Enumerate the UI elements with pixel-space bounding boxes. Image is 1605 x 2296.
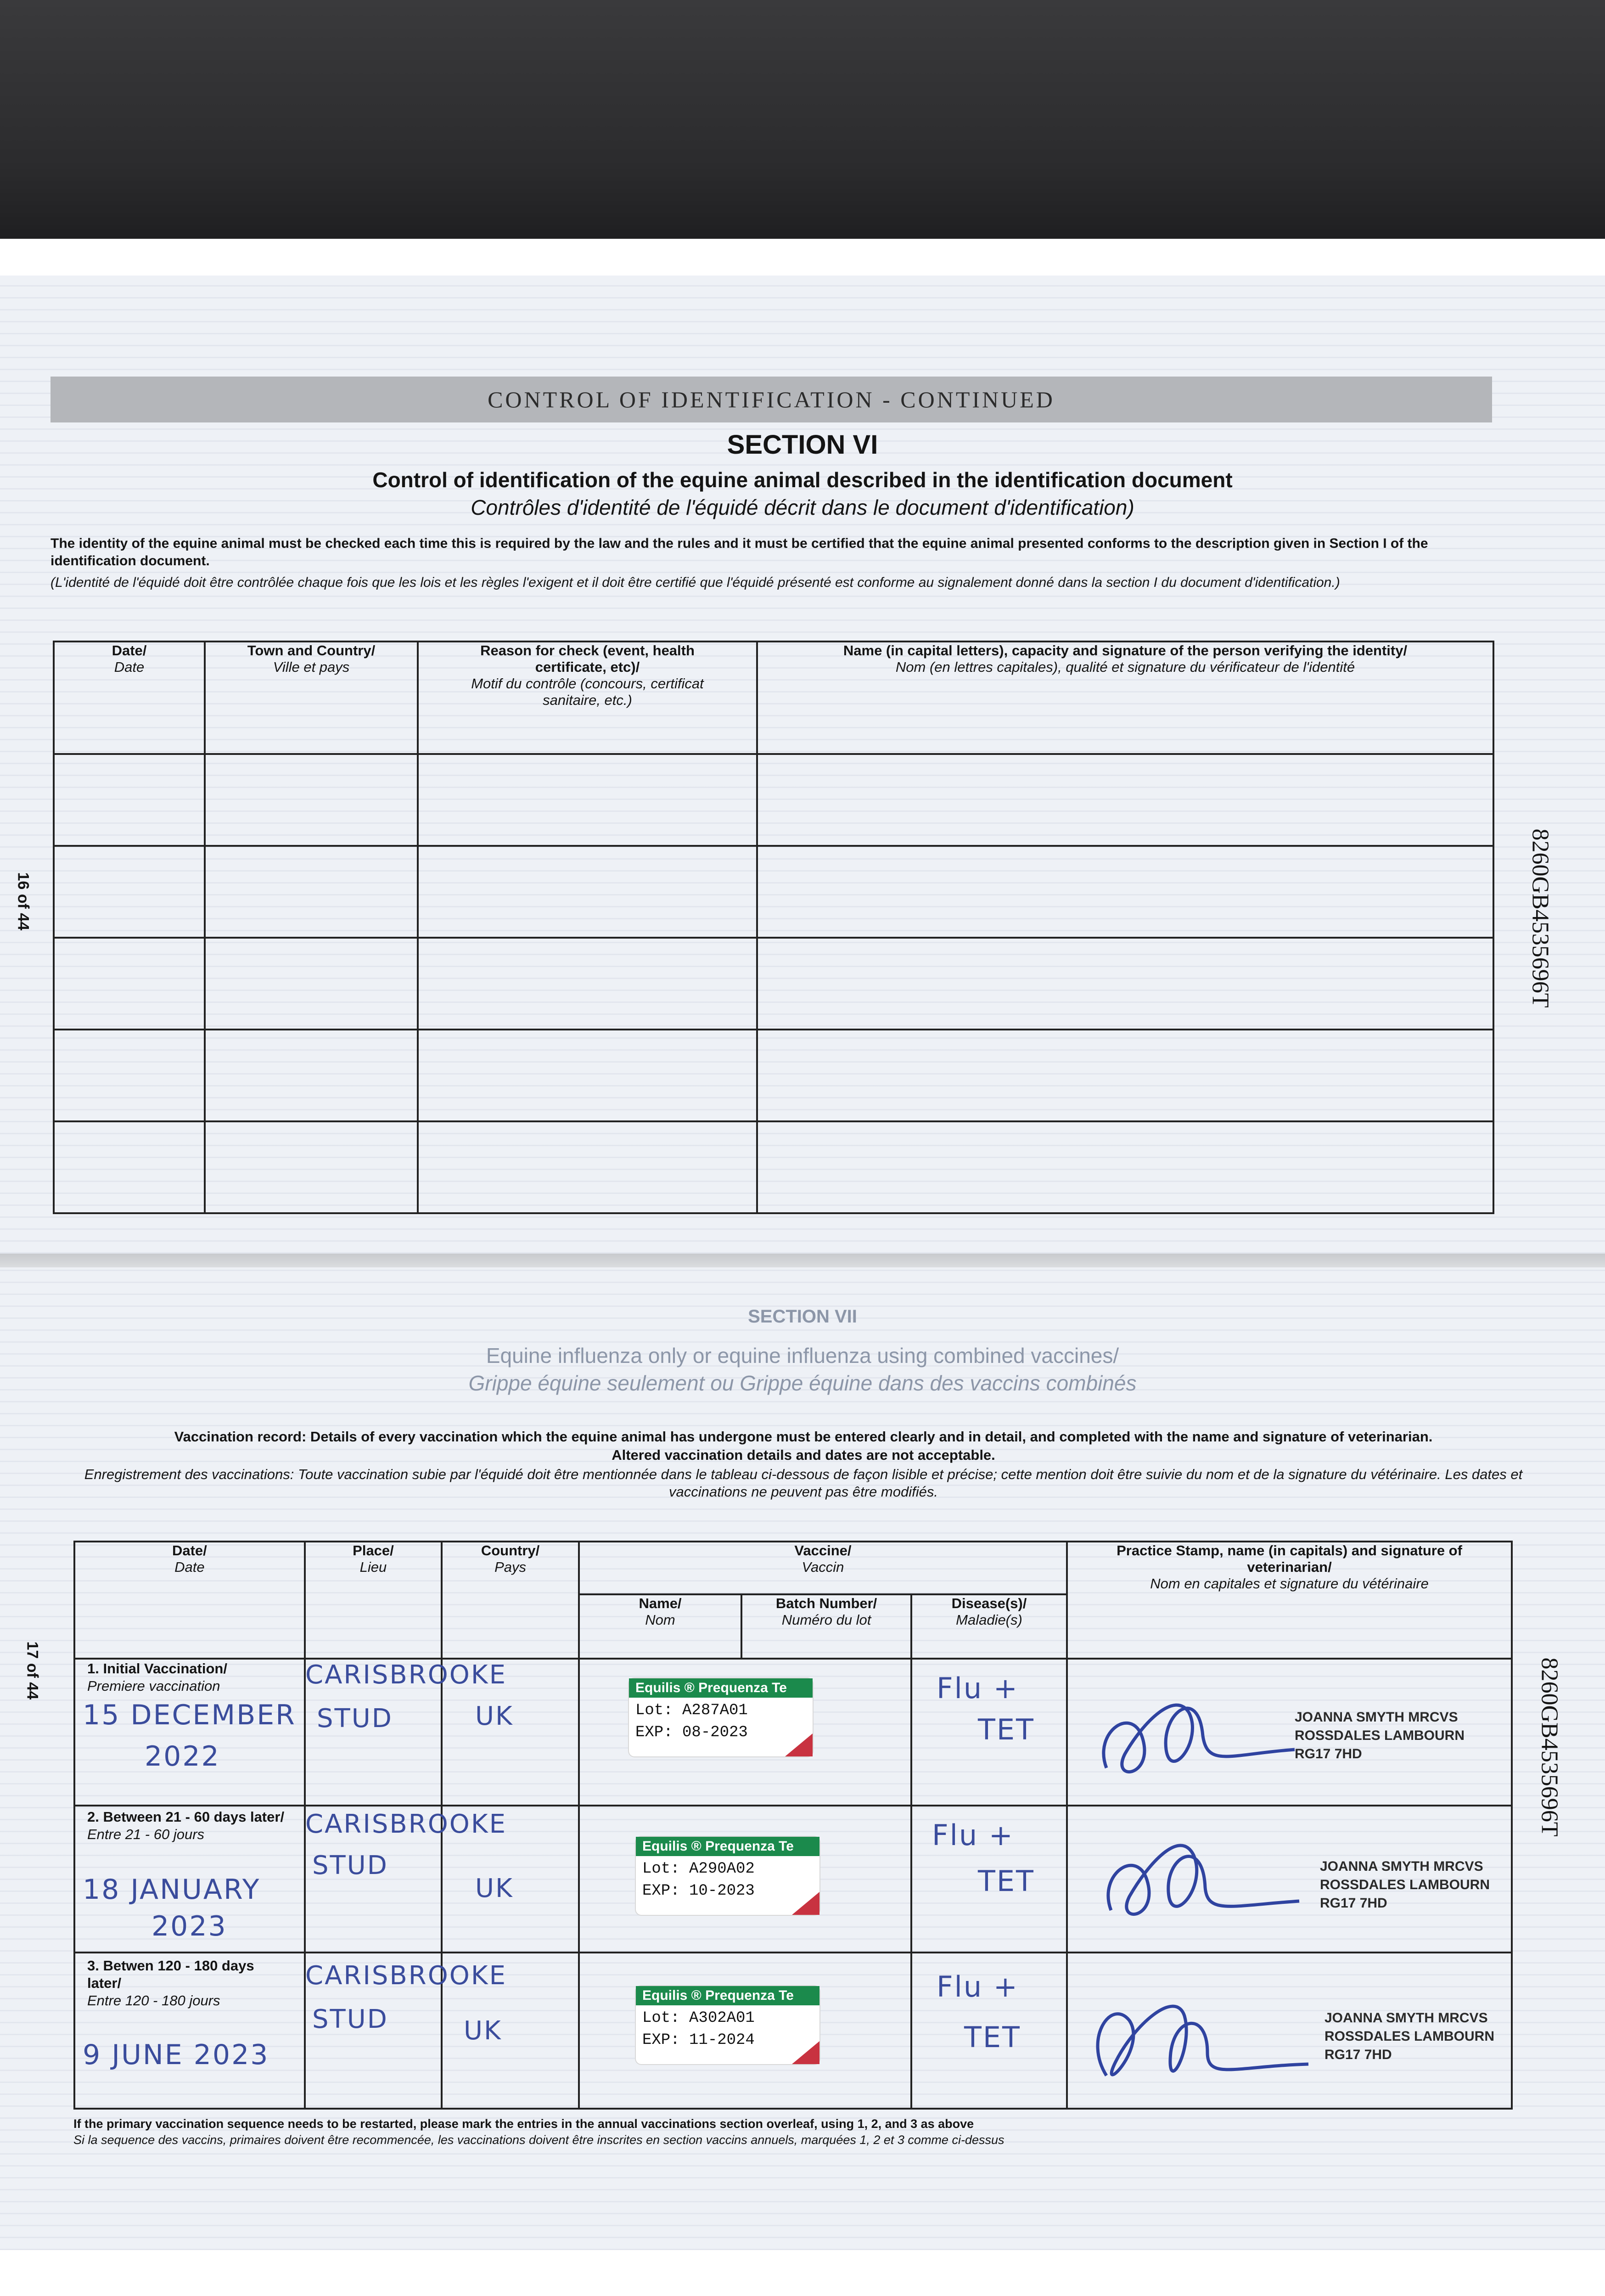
header-reason: Reason for check (event, health certificate, etc)/ Motif du contrôle (concours, certificat sanitaire, etc.): [418, 642, 757, 754]
row1-vaccine-sticker: [629, 1678, 813, 1756]
town-cell[interactable]: [205, 1030, 418, 1121]
town-cell[interactable]: [205, 938, 418, 1030]
header-place: Place/ Lieu: [305, 1542, 442, 1659]
row3-batch-exp: EXP: 11-2024: [642, 2032, 755, 2049]
row2-batch-lot: Lot: A290A02: [642, 1860, 755, 1878]
page-number-16: 16 of 44: [14, 872, 32, 931]
step-3-label: 3. Betwen 120 - 180 days later/ Entre 120 - 180 jours: [87, 1958, 254, 2009]
step-2-label: 2. Between 21 - 60 days later/ Entre 21 - 60 jours: [87, 1809, 285, 1842]
header-vaccine-name: Name/ Nom: [579, 1594, 741, 1659]
verifier-cell[interactable]: [757, 1121, 1493, 1213]
row2-disease-2: TET: [978, 1864, 1035, 1898]
page-number-17: 17 of 44: [23, 1641, 41, 1700]
section-vii-heading-en: Equine influenza only or equine influenza using combined vaccines/: [486, 1344, 1119, 1367]
date-cell[interactable]: [54, 754, 205, 846]
row2-date: 18 JANUARY: [83, 1874, 261, 1906]
row3-vaccine-sticker: [636, 1986, 819, 2064]
town-cell[interactable]: [205, 846, 418, 938]
passport-id-bottom: 8260GB4535696T: [1536, 1657, 1563, 1837]
section-vi-title: SECTION VI: [727, 430, 878, 460]
header-verifier: Name (in capital letters), capacity and signature of the person verifying the identity/ Nom (en lettres capitales), qualité et signature du vérificateur de l'identité: [757, 642, 1493, 754]
section-vii-heading-fr: Grippe équine seulement ou Grippe équine dans des vaccins combinés: [468, 1371, 1137, 1395]
reason-cell[interactable]: [418, 938, 757, 1030]
row2-place: CARISBROOKE: [305, 1809, 507, 1839]
row3-vet-stamp: JOANNA SMYTH MRCVS ROSSDALES LAMBOURN RG17 7HD: [1324, 2010, 1495, 2062]
row2-vet-stamp: JOANNA SMYTH MRCVS ROSSDALES LAMBOURN RG17 7HD: [1320, 1859, 1490, 1911]
row3-vaccine-name: Equilis ® Prequenza Te: [636, 1986, 819, 2005]
row1-vet-stamp: JOANNA SMYTH MRCVS ROSSDALES LAMBOURN RG17 7HD: [1295, 1710, 1465, 1761]
table-row: [54, 1121, 1493, 1213]
row1-vet-signature: [1079, 1662, 1308, 1800]
date-cell[interactable]: [54, 1030, 205, 1121]
header-vaccine: Vaccine/ Vaccin: [579, 1542, 1067, 1594]
row2-vaccine-sticker: [636, 1837, 819, 1915]
header-vacc-date: Date/ Date: [74, 1542, 305, 1659]
table-row: [54, 846, 1493, 938]
header-disease: Disease(s)/ Maladie(s): [911, 1594, 1067, 1659]
section-vi-intro-en: The identity of the equine animal must be checked each time this is required by the law and the rules and it must be certified that the equine animal presented conforms to the description given in Section I of the identification document.: [51, 536, 1428, 568]
header-vet: Practice Stamp, name (in capitals) and signature of veterinarian/ Nom en capitales et signature du vétérinaire: [1067, 1542, 1512, 1659]
row1-place: CARISBROOKE: [305, 1660, 507, 1690]
row3-date: 9 JUNE 2023: [83, 2039, 269, 2071]
row3-vet-signature: [1070, 1961, 1318, 2112]
row3-batch-lot: Lot: A302A01: [642, 2009, 755, 2027]
row1-date: 15 DECEMBER: [83, 1699, 296, 1731]
section-vi-heading-en: Control of identification of the equine animal described in the identification document: [372, 468, 1233, 492]
header-date: Date/ Date: [54, 642, 205, 754]
date-cell[interactable]: [54, 846, 205, 938]
reason-cell[interactable]: [418, 1121, 757, 1213]
dark-background: [0, 0, 1605, 239]
section-vi-intro-fr: (L'identité de l'équidé doit être contrôlée chaque fois que les lois et les règles l'exigent et il doit être certifié que l'équidé présenté est conforme au signalement donné dans la section I du document d'identification.): [51, 575, 1340, 590]
verifier-cell[interactable]: [757, 938, 1493, 1030]
verifier-cell[interactable]: [757, 846, 1493, 938]
row3-country: UK: [464, 2016, 502, 2046]
verifier-cell[interactable]: [757, 1030, 1493, 1121]
row1-place-2: STUD: [317, 1704, 393, 1733]
row3-disease-2: TET: [964, 2020, 1021, 2054]
reason-cell[interactable]: [418, 846, 757, 938]
control-of-identification-banner: CONTROL OF IDENTIFICATION - CONTINUED: [51, 377, 1492, 422]
section-vi-heading-fr: Contrôles d'identité de l'équidé décrit dans le document d'identification): [471, 495, 1134, 519]
row2-disease: Flu +: [932, 1818, 1014, 1852]
date-cell[interactable]: [54, 1121, 205, 1213]
date-cell[interactable]: [54, 938, 205, 1030]
vaccination-intro-en-2: Altered vaccination details and dates are not acceptable.: [612, 1447, 995, 1463]
row1-batch-lot: Lot: A287A01: [635, 1702, 748, 1719]
section-vii-title: SECTION VII: [748, 1306, 857, 1327]
header-town-country: Town and Country/ Ville et pays: [205, 642, 418, 754]
row1-batch-exp: EXP: 08-2023: [635, 1724, 748, 1741]
header-country: Country/ Pays: [442, 1542, 579, 1659]
step-1-label: 1. Initial Vaccination/ Premiere vaccination: [87, 1660, 227, 1694]
row1-year: 2022: [145, 1740, 220, 1773]
footer-note-fr: Si la sequence des vaccins, primaires doivent être recommencée, les vaccinations doivent être inscrites en section vaccins annuels, marquées 1, 2 et 3 comme ci-dessus: [73, 2133, 1005, 2147]
identity-check-table: [53, 641, 1494, 1214]
passport-id-top: 8260GB4535696T: [1527, 828, 1554, 1008]
row3-place-2: STUD: [312, 2004, 388, 2034]
table-row: [54, 938, 1493, 1030]
row2-batch-exp: EXP: 10-2023: [642, 1882, 755, 1900]
row2-vaccine-name: Equilis ® Prequenza Te: [636, 1837, 819, 1856]
vaccination-intro-en: Vaccination record: Details of every vaccination which the equine animal has undergone must be entered clearly and in detail, and completed with the name and signature of veterinarian.: [174, 1429, 1433, 1445]
page-bottom-edge: [0, 2250, 1605, 2296]
row1-vaccine-name: Equilis ® Prequenza Te: [629, 1678, 813, 1698]
table-row: [54, 754, 1493, 846]
row2-place-2: STUD: [312, 1851, 388, 1880]
row2-year: 2023: [152, 1910, 227, 1942]
row1-disease-2: TET: [978, 1713, 1035, 1746]
footer-note-en: If the primary vaccination sequence needs to be restarted, please mark the entries in the annual vaccinations section overleaf, using 1, 2, and 3 as above: [73, 2117, 974, 2131]
town-cell[interactable]: [205, 1121, 418, 1213]
row3-place: CARISBROOKE: [305, 1961, 507, 1991]
row2-country: UK: [475, 1874, 514, 1903]
verifier-cell[interactable]: [757, 754, 1493, 846]
row1-disease: Flu +: [937, 1671, 1019, 1705]
table-row: [54, 1030, 1493, 1121]
reason-cell[interactable]: [418, 1030, 757, 1121]
header-batch: Batch Number/ Numéro du lot: [741, 1594, 911, 1659]
row1-country: UK: [475, 1701, 514, 1731]
town-cell[interactable]: [205, 754, 418, 846]
row3-disease: Flu +: [937, 1970, 1019, 2003]
reason-cell[interactable]: [418, 754, 757, 846]
row2-vet-signature: [1079, 1809, 1308, 1947]
vaccination-intro-fr: Enregistrement des vaccinations: Toute vaccination subie par l'équidé doit être mentionnée dans le tableau ci-dessous de façon lisible et précise; cette mention doit être suivie du nom et de la signature du vétérinaire. Les dates et vaccinations ne peuvent pas être modifiés.: [84, 1466, 1523, 1500]
